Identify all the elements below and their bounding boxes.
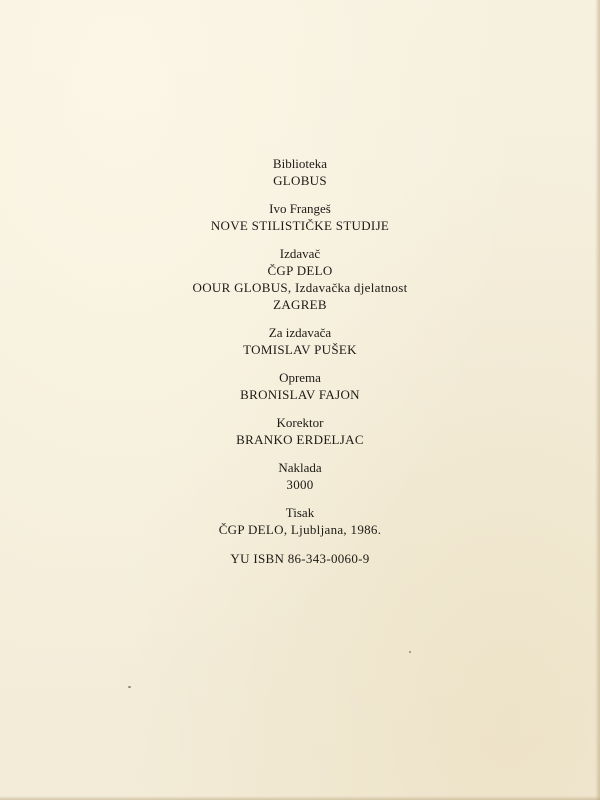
print-run-block xyxy=(0,460,600,493)
publisher-line: ZAGREB xyxy=(273,297,327,312)
printing-label: Tisak xyxy=(285,505,315,520)
series-label: Biblioteka xyxy=(272,156,328,171)
print-run-label: Naklada xyxy=(278,460,322,475)
imprint-page xyxy=(0,156,600,567)
design-block xyxy=(0,370,600,403)
isbn: YU ISBN 86-343-0060-9 xyxy=(230,551,370,566)
proofreader-block xyxy=(0,415,600,448)
series-block xyxy=(0,156,600,189)
for-publisher-name: TOMISLAV PUŠEK xyxy=(243,342,357,357)
printing-value: ČGP DELO, Ljubljana, 1986. xyxy=(218,522,382,537)
print-run-value: 3000 xyxy=(286,477,314,492)
for-publisher-label: Za izdavača xyxy=(268,325,332,340)
proofreader-name: BRANKO ERDELJAC xyxy=(236,432,364,447)
paper-speck xyxy=(128,686,131,688)
paper-speck xyxy=(409,651,411,653)
author-name: Ivo Frangeš xyxy=(269,201,331,216)
printing-block xyxy=(0,505,600,538)
proofreader-label: Korektor xyxy=(276,415,324,430)
author-title-block xyxy=(0,201,600,234)
for-publisher-block xyxy=(0,325,600,358)
publisher-line: ČGP DELO xyxy=(267,263,333,278)
design-label: Oprema xyxy=(279,370,321,385)
page-bottom-edge xyxy=(0,796,600,800)
design-name: BRONISLAV FAJON xyxy=(240,387,360,402)
publisher-label: Izdavač xyxy=(279,246,321,261)
book-title: NOVE STILISTIČKE STUDIJE xyxy=(210,218,390,233)
publisher-line: OOUR GLOBUS, Izdavačka djelatnost xyxy=(192,280,408,295)
publisher-block xyxy=(0,246,600,313)
series-name: GLOBUS xyxy=(273,173,327,188)
